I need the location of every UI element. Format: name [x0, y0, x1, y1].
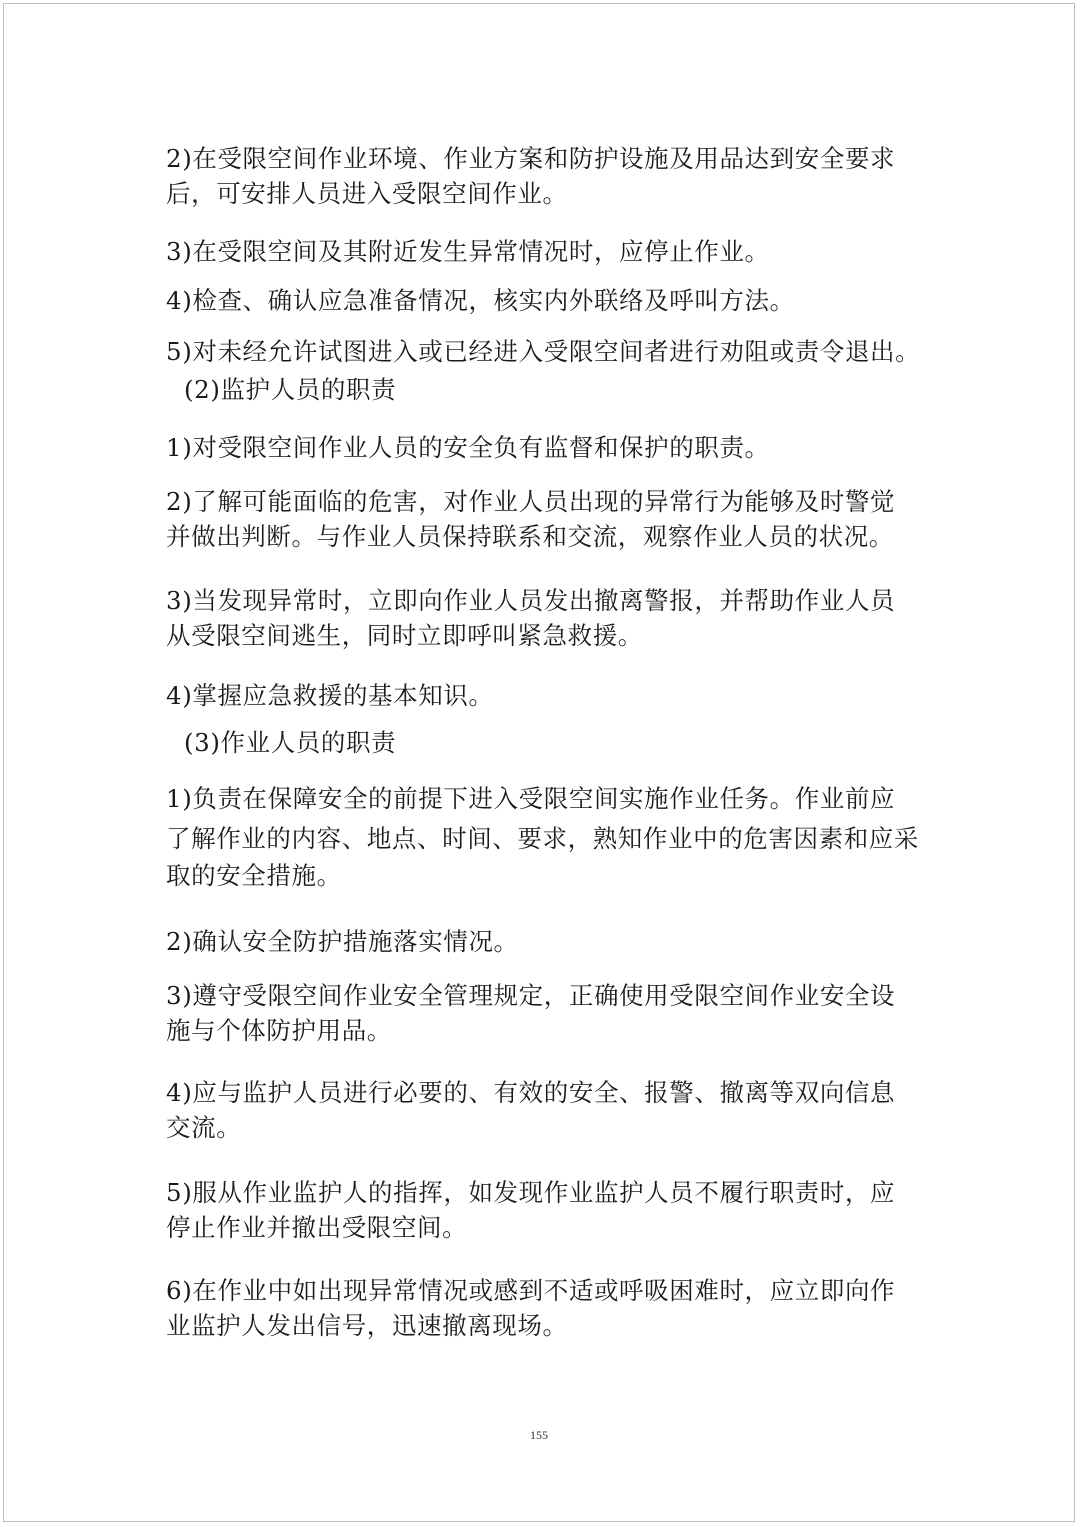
text-line: 4)应与监护人员进行必要的、有效的安全、报警、撤离等双向信息: [166, 1078, 896, 1107]
text-line: 施与个体防护用品。: [166, 1016, 392, 1045]
text-line: 取的安全措施。: [166, 861, 342, 890]
text-line: 5)对未经允许试图进入或已经进入受限空间者进行劝阻或责令退出。: [166, 337, 921, 366]
text-line: 3)当发现异常时，立即向作业人员发出撤离警报，并帮助作业人员: [166, 586, 896, 615]
text-line: 2)在受限空间作业环境、作业方案和防护设施及用品达到安全要求: [166, 144, 896, 173]
text-line: 1)对受限空间作业人员的安全负有监督和保护的职责。: [166, 433, 770, 462]
text-line: 4)掌握应急救援的基本知识。: [166, 681, 494, 710]
text-line: 1)负责在保障安全的前提下进入受限空间实施作业任务。作业前应: [166, 784, 896, 813]
section-heading: (2)监护人员的职责: [184, 375, 397, 404]
text-line: 从受限空间逃生，同时立即呼叫紧急救援。: [166, 621, 643, 650]
page-number: 155: [530, 1428, 548, 1442]
text-line: 3)遵守受限空间作业安全管理规定，正确使用受限空间作业安全设: [166, 981, 896, 1010]
text-line: 停止作业并撤出受限空间。: [166, 1213, 468, 1242]
text-line: 6)在作业中如出现异常情况或感到不适或呼吸困难时，应立即向作: [166, 1276, 896, 1305]
text-line: 交流。: [166, 1113, 242, 1142]
text-line: 业监护人发出信号，迅速撤离现场。: [166, 1311, 568, 1340]
text-line: 3)在受限空间及其附近发生异常情况时，应停止作业。: [166, 237, 770, 266]
text-line: 并做出判断。与作业人员保持联系和交流，观察作业人员的状况。: [166, 522, 894, 551]
section-heading: (3)作业人员的职责: [184, 728, 397, 757]
text-line: 后，可安排人员进入受限空间作业。: [166, 179, 568, 208]
text-line: 了解作业的内容、地点、时间、要求，熟知作业中的危害因素和应采: [166, 824, 919, 853]
text-line: 2)确认安全防护措施落实情况。: [166, 927, 519, 956]
document-page: [3, 3, 1075, 1522]
text-line: 2)了解可能面临的危害，对作业人员出现的异常行为能够及时警觉: [166, 487, 896, 516]
text-line: 5)服从作业监护人的指挥，如发现作业监护人员不履行职责时，应: [166, 1178, 896, 1207]
text-line: 4)检查、确认应急准备情况，核实内外联络及呼叫方法。: [166, 286, 795, 315]
